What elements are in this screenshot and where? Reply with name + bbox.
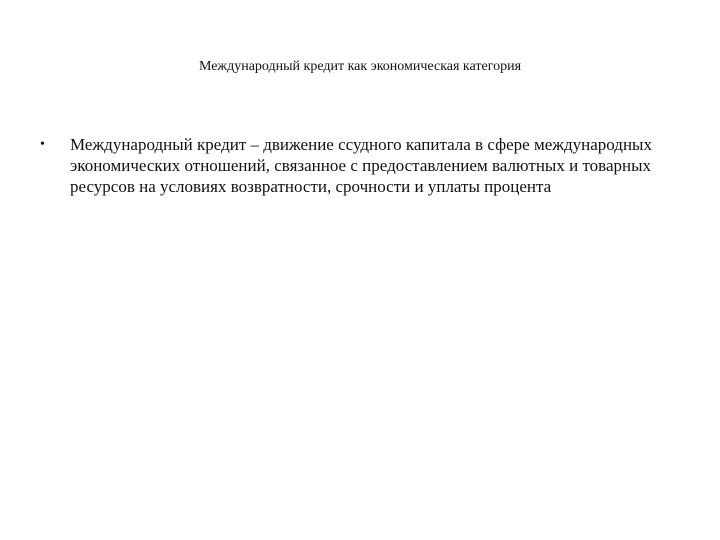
bullet-text: Международный кредит – движение ссудного капитала в сфере международных экономических отношений, связанное с предоставлением валютных и товарных ресурсов на условиях возвратности, срочности и уплаты процента xyxy=(70,135,652,196)
slide-title: Международный кредит как экономическая категория xyxy=(198,59,522,74)
bullet-item xyxy=(40,134,660,197)
bullet-list xyxy=(40,134,660,197)
bullet-icon: • xyxy=(40,137,45,152)
